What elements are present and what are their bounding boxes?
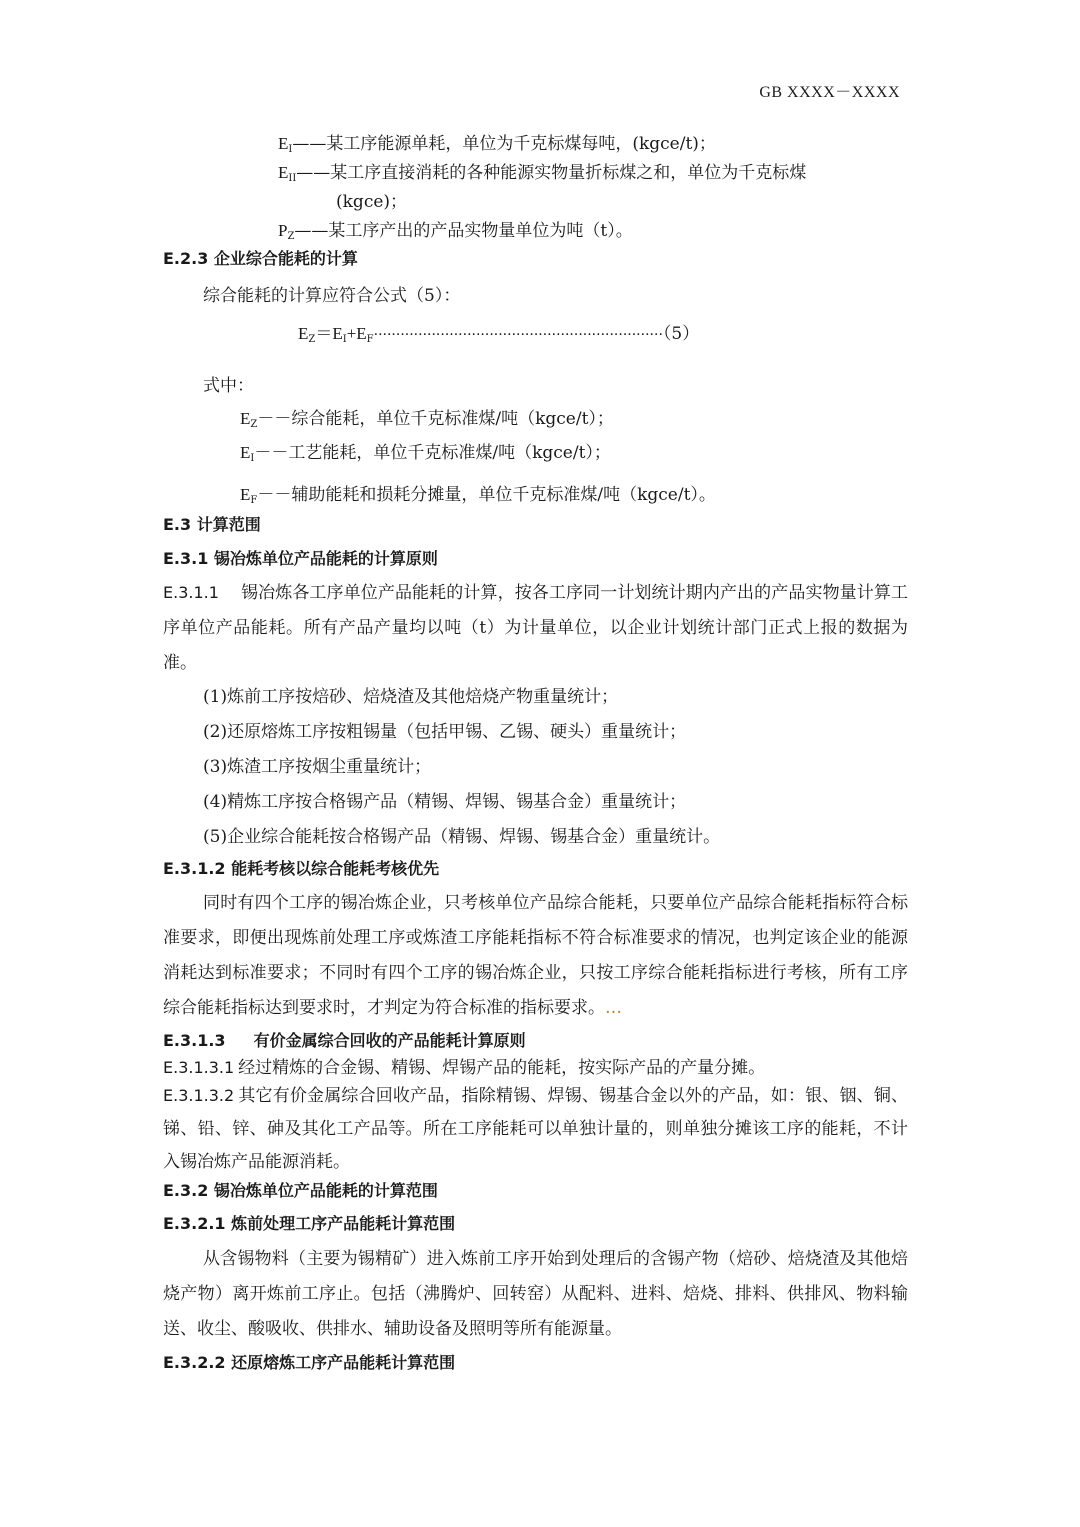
list-item: (3)炼渣工序按烟尘重量统计； (203, 757, 432, 777)
heading-e-3-2: E.3.2 锡冶炼单位产品能耗的计算范围 (163, 1181, 438, 1200)
ellipsis-mark: … (605, 998, 622, 1018)
paragraph-e-3-1-1: E.3.1.1 锡冶炼各工序单位产品能耗的计算，按各工序同一计划统计期内产出的产品实物量计算工序单位产品能耗。所有产品产量均以吨（t）为计量单位，以企业计划统计部门正式上报的数据为准。 (163, 583, 908, 673)
heading-e-3: E.3 计算范围 (163, 515, 261, 534)
definition-ef: $E_F--$辅助能耗和损耗分摊量，单位千克标准煤/吨（kgce/t）。 (240, 485, 716, 506)
formula-5: $E_Z=E_I+E_F\cdot\cdot\cdot\cdot\cdot\cdot\cdot\cdot\cdot\cdot\cdot\cdot\cdot\cdot\cdot\cdot\cdot\cdot\cdot\cdot\cdot\cdot\cdot\cdot\cdot\cdot\cdot\cdot\cdot\cdot\cdot\cdot\cdot\cdot\cdot\cdot\cdot\cdot\cdot\cdot\cdot\cdot\cdot\cdot\cdot\cdot\cdot\cdot\cdot\cdot\cdot\cdot\cdot\cdot\cdot\cdot\cdot\cdot\cdot\cdot\cdot\cdot\cdot\cdot\cdot(5)$ (298, 324, 700, 345)
list-statistics (203, 680, 903, 855)
definition-eii-unit: (kgce)； (336, 192, 408, 212)
heading-e-3-1-2: E.3.1.2 能耗考核以综合能耗考核优先 (163, 859, 440, 878)
paragraph-e-3-2-1: 从含锡物料（主要为锡精矿）进入炼前工序开始到处理后的含锡产物（焙砂、焙烧渣及其他焙烧产物）离开炼前工序止。包括（沸腾炉、回转窑）从配料、进料、焙烧、排料、供排风、物料输送、收尘、酸吸收、供排水、辅助设备及照明等所有能源量。 (163, 1249, 908, 1339)
formula-number: （5） (662, 324, 700, 344)
standard-code: GB XXXX－XXXX (759, 84, 900, 101)
paragraph-e-3-1-2: 同时有四个工序的锡冶炼企业，只考核单位产品综合能耗，只要单位产品综合能耗指标符合标准要求，即便出现炼前处理工序或炼渣工序能耗指标不符合标准要求的情况，也判定该企业的能源消耗达到标准要求；不同时有四个工序的锡冶炼企业，只按工序综合能耗指标进行考核，所有工序综合能耗指标达到要求时，才判定为符合标准的指标要求。… (163, 893, 908, 1018)
heading-e-3-1-3: E.3.1.3 有价金属综合回收的产品能耗计算原则 (163, 1031, 526, 1050)
heading-e-2-3: E.2.3 企业综合能耗的计算 (163, 249, 358, 268)
list-item: (4)精炼工序按合格锡产品（精锡、焊锡、锡基合金）重量统计； (203, 792, 687, 812)
where-label: 式中： (203, 376, 254, 396)
definition-ei: $E_I——$某工序能源单耗，单位为千克标煤每吨，(kgce/t)； (278, 134, 716, 155)
list-item: (5)企业综合能耗按合格锡产品（精锡、焊锡、锡基合金）重量统计。 (203, 827, 721, 847)
list-item: (2)还原熔炼工序按粗锡量（包括甲锡、乙锡、硬头）重量统计； (203, 722, 687, 742)
definition-pz: $P_Z——$某工序产出的产品实物量单位为吨（t）。 (278, 221, 633, 242)
heading-e-3-1: E.3.1 锡冶炼单位产品能耗的计算原则 (163, 549, 438, 568)
formula-leader-dots: ································································· (373, 327, 663, 343)
list-item: (1)炼前工序按焙砂、焙烧渣及其他焙烧产物重量统计； (203, 687, 619, 707)
definition-ez: $E_Z--$综合能耗，单位千克标准煤/吨（kgce/t）； (240, 409, 614, 430)
paragraph-e-3-1-3-2: E.3.1.3.2 其它有价金属综合回收产品，指除精锡、焊锡、锡基合金以外的产品，如：银、铟、铜、锑、铅、锌、砷及其化工产品等。所在工序能耗可以单独计量的，则单独分摊该工序的能耗，不计入锡冶炼产品能源消耗。 (163, 1086, 908, 1172)
formula-intro: 综合能耗的计算应符合公式（5）： (203, 286, 461, 306)
heading-e-3-2-2: E.3.2.2 还原熔炼工序产品能耗计算范围 (163, 1353, 456, 1372)
paragraph-e-3-1-3-1: E.3.1.3.1 经过精炼的合金锡、精锡、焊锡产品的能耗，按实际产品的产量分摊。 (163, 1058, 766, 1078)
heading-e-3-2-1: E.3.2.1 炼前处理工序产品能耗计算范围 (163, 1214, 456, 1233)
definition-eii: $E_{II}——$某工序直接消耗的各种能源实物量折标煤之和，单位为千克标煤 (278, 163, 807, 184)
definition-ei-process: $E_I--$工艺能耗，单位千克标准煤/吨（kgce/t）； (240, 443, 611, 464)
